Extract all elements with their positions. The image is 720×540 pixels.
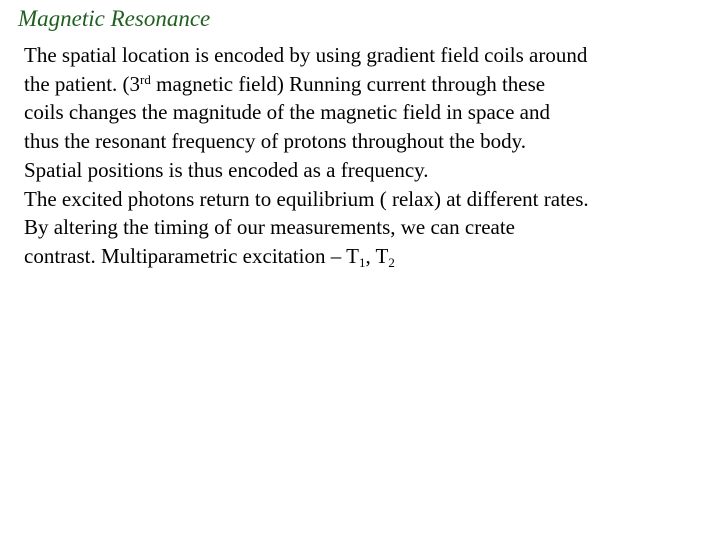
text-line: The spatial location is encoded by using gradient field coils around — [24, 43, 588, 67]
text-line — [24, 70, 714, 99]
text-line: coils changes the magnitude of the magnetic field in space and — [24, 100, 550, 125]
paragraph-spatial-encoding — [24, 41, 714, 185]
slide-title: Magnetic Resonance — [18, 6, 211, 31]
text-line: thus the resonant frequency of protons throughout the body. — [24, 129, 526, 154]
text-line: Spatial positions is thus encoded as a frequency. — [24, 157, 429, 182]
text-segment: magnetic field) Running current through these — [150, 71, 546, 96]
text-line — [24, 242, 714, 271]
paragraph-relaxation-contrast — [24, 185, 714, 271]
text-segment: the patient. (3 — [24, 71, 141, 96]
subscript: 2 — [388, 254, 395, 270]
superscript: rd — [140, 71, 151, 87]
slide-body — [24, 41, 714, 271]
text-segment: , T — [365, 243, 389, 268]
text-line: The excited photons return to equilibrium ( relax) at different rates. — [24, 186, 589, 211]
text-line: By altering the timing of our measurements, we can create — [24, 215, 515, 240]
subscript: 1 — [358, 254, 366, 270]
text-segment: contrast. Multiparametric excitation – T — [24, 243, 359, 268]
